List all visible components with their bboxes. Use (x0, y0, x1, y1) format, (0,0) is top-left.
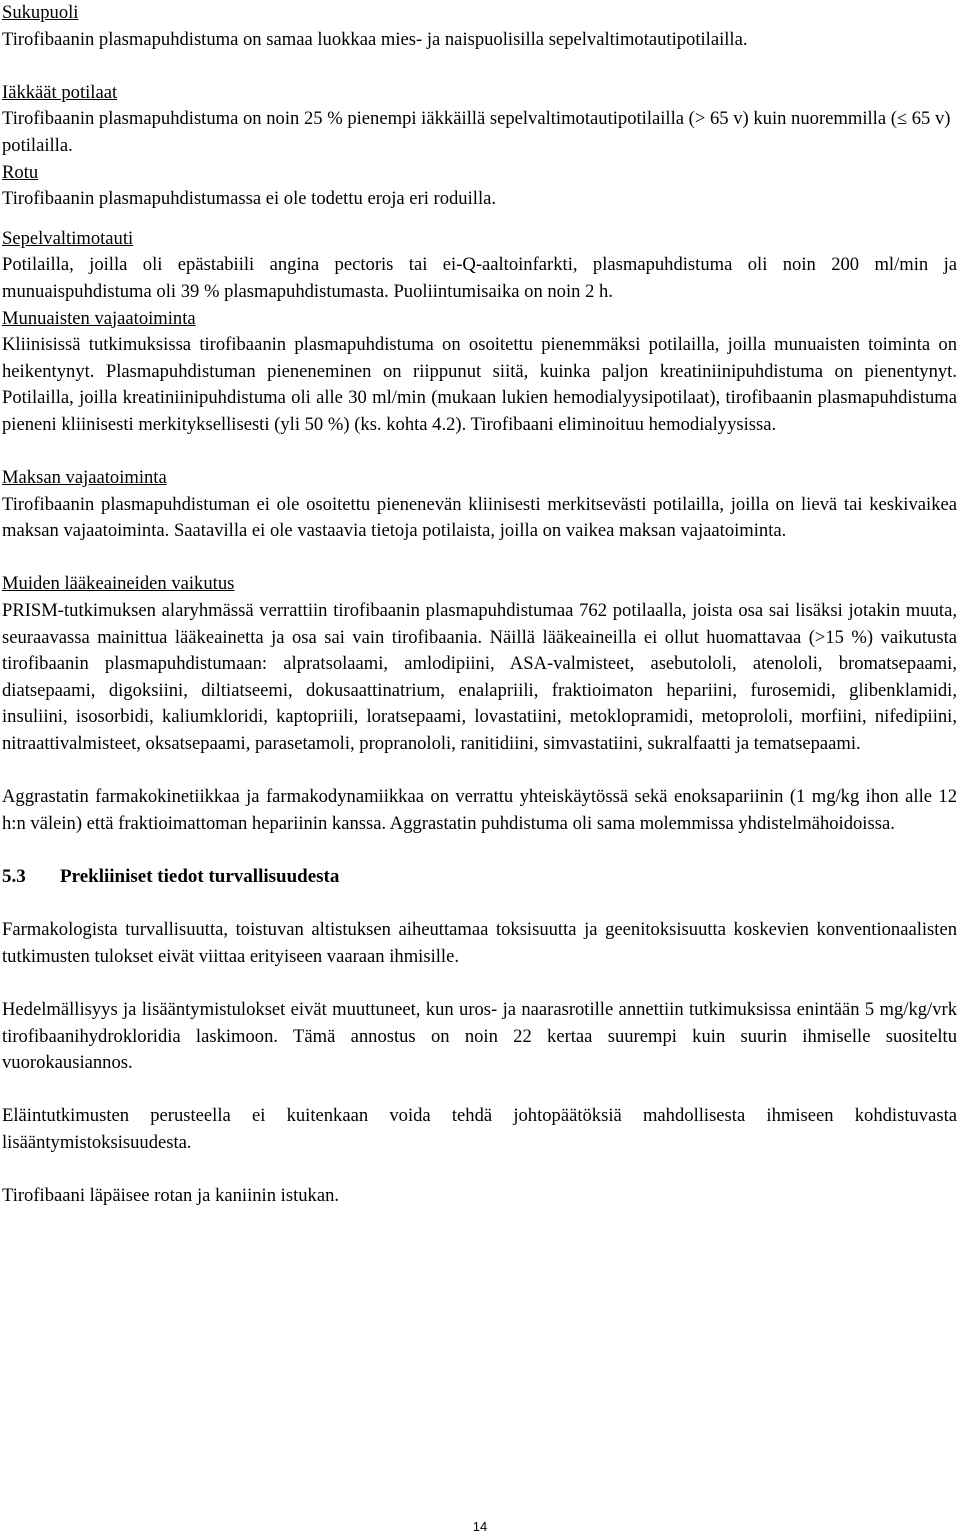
section-number: 5.3 (2, 866, 26, 887)
heading-elderly: Iäkkäät potilaat (2, 81, 118, 103)
text-other-drugs: PRISM-tutkimuksen alaryhmässä verrattiin tirofibaanin plasmapuhdistumaa 762 potilaalla, joista osa sai lisäksi jotakin muuta, seuraavassa mainittua lääkeainetta ja osa sai vain tirofibaania. Näillä lääkeaineilla ei ollut huomattavaa (>15 %) vaikutusta tirofibaanin plasmapuhdistumaan: alpratsolaami, amlodipiini, ASA-valmisteet, asebutololi, atenololi, bromatsepaami, diatsepaami, digoksiini, diltiatseemi, dokusaattinatrium, enalapriili, fraktioimaton hepariini, furosemidi, glibenklamidi, insuliini, isosorbidi, kaliumkloridi, kaptopriili, loratsepaami, lovastatiini, metoklopramidi, metoprololi, morfiini, nifedipiini, nitraattivalmisteet, oksatsepaami, parasetamoli, propranololi, ranitidiini, simvastatiini, sukralfaatti ja tematsepaami. (2, 600, 957, 755)
text-hepatic: Tirofibaanin plasmapuhdistuman ei ole osoitettu pienenevän kliinisesti merkitsevästi potilailla, joilla on lievä tai keskivaikea maksan vajaatoiminta. Saatavilla ei ole vastaavia tietoja potilaista, joilla on vaikea maksan vajaatoiminta. (2, 493, 957, 542)
section-hepatic (2, 465, 957, 545)
heading-renal: Munuaisten vajaatoiminta (2, 307, 196, 329)
page-number: 14 (472, 1519, 488, 1534)
preclinical-paragraph-1: Farmakologista turvallisuutta, toistuvan altistuksen aiheuttamaa toksisuutta ja geenitoksisuutta koskevien konventionaalisten tutkimusten tulokset eivät viittaa erityiseen vaaraan ihmisille. (2, 919, 957, 967)
heading-coronary: Sepelvaltimotauti (2, 227, 134, 249)
section-title-5-3 (2, 864, 957, 891)
section-elderly (2, 80, 957, 160)
text-elderly: Tirofibaanin plasmapuhdistuma on noin 25 % pienempi iäkkäillä sepelvaltimotautipotilailla (> 65 v) kuin nuoremmilla (≤ 65 v) potilailla. (2, 108, 951, 156)
section-sex (2, 0, 957, 53)
heading-race: Rotu (2, 161, 39, 183)
heading-hepatic: Maksan vajaatoiminta (2, 467, 167, 489)
text-race: Tirofibaanin plasmapuhdistumassa ei ole todettu eroja eri roduilla. (2, 188, 497, 210)
text-renal: Kliinisissä tutkimuksissa tirofibaanin plasmapuhdistuma on osoitettu pienemmäksi potilailla, joilla munuaisten toiminta on heikentynyt. Plasmapuhdistuman pieneneminen on riippunut siitä, kuinka paljon kreatiniinipuhdistuma on pienentynyt. Potilailla, joilla kreatiniinipuhdistuma oli alle 30 ml/min (mukaan lukien hemodialyysipotilaat), tirofibaanin plasmapuhdistuma pieneni kliinisesti merkityksellisesti (yli 50 %) (ks. kohta 4.2). Tirofibaani eliminoituu hemodialyysissa. (2, 334, 957, 435)
section-coronary (2, 226, 957, 306)
preclinical-paragraph-4: Tirofibaani läpäisee rotan ja kaniinin istukan. (2, 1185, 340, 1207)
section-aggrastat-pk (2, 784, 957, 837)
heading-sex: Sukupuoli (2, 2, 79, 23)
section-race (2, 160, 957, 213)
text-aggrastat-pk: Aggrastatin farmakokinetiikkaa ja farmakodynamiikkaa on verrattu yhteiskäytössä sekä enoksapariinin (1 mg/kg ihon alle 12 h:n välein) että fraktioimattoman hepariinin kanssa. Aggrastatin puhdistuma oli sama molemmissa yhdistelmähoidoissa. (2, 786, 957, 834)
heading-other-drugs: Muiden lääkeaineiden vaikutus (2, 573, 235, 595)
section-title: Prekliiniset tiedot turvallisuudesta (60, 866, 340, 887)
preclinical-paragraph-3: Eläintutkimusten perusteella ei kuitenkaan voida tehdä johtopäätöksiä mahdollisesta ihmiseen kohdistuvasta lisääntymistoksisuudesta. (2, 1105, 957, 1153)
document-page (2, 0, 957, 1210)
section-renal (2, 306, 957, 439)
section-other-drugs (2, 571, 957, 757)
text-coronary: Potilailla, joilla oli epästabiili angina pectoris tai ei-Q-aaltoinfarkti, plasmapuhdistuma oli noin 200 ml/min ja munuaispuhdistuma oli 39 % plasmapuhdistumasta. Puoliintumisaika on noin 2 h. (2, 254, 957, 302)
text-sex: Tirofibaanin plasmapuhdistuma on samaa luokkaa mies- ja naispuolisilla sepelvaltimotautipotilailla. (2, 28, 748, 50)
preclinical-paragraph-2: Hedelmällisyys ja lisääntymistulokset eivät muuttuneet, kun uros- ja naarasrotille annettiin tutkimuksissa enintään 5 mg/kg/vrk tirofibaanihydrokloridia laskimoon. Tämä annostus on noin 22 kertaa suurempi kuin suurin ihmiselle suositeltu vuorokausiannos. (2, 998, 957, 1074)
